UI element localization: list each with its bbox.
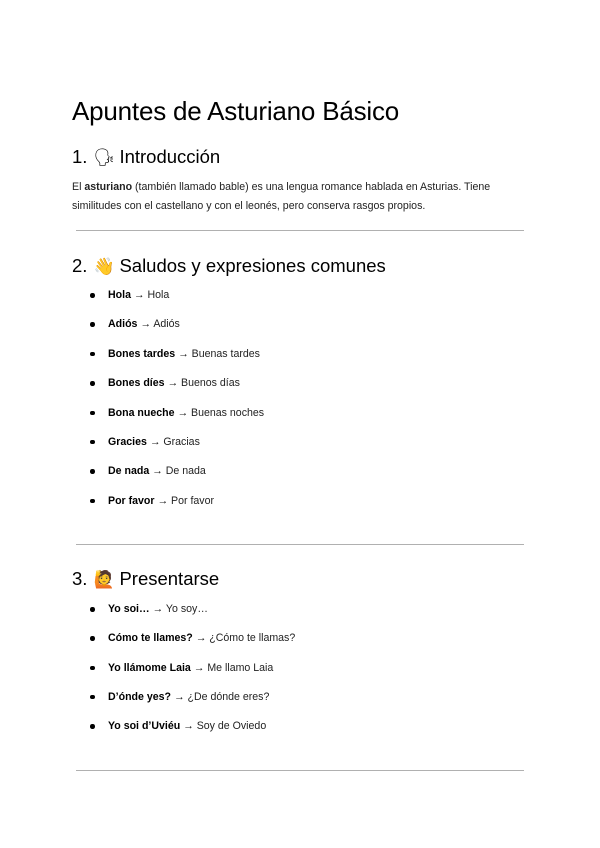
person-raising-hand-icon: 🙋: [93, 570, 115, 590]
list-item: [72, 493, 264, 522]
section-heading-presentarse: [72, 568, 219, 590]
bullet: [90, 322, 95, 327]
list-item-term: Yo soi…: [108, 603, 150, 615]
saludos-list: [72, 287, 264, 522]
bullet: [90, 293, 95, 298]
bullet: [90, 411, 95, 416]
arrow-icon: →: [183, 720, 194, 733]
list-item-meaning: ¿Cómo te llamas?: [209, 632, 296, 645]
paragraph-text: El: [72, 181, 85, 193]
arrow-icon: →: [193, 661, 205, 674]
bullet: [90, 381, 95, 386]
divider: [76, 770, 524, 771]
list-item-meaning: Gracias: [163, 435, 200, 448]
list-item-meaning: Adiós: [153, 318, 180, 331]
bullet: [90, 636, 95, 641]
bullet: [90, 607, 95, 612]
bullet: [90, 666, 95, 671]
page-title: Apuntes de Asturiano Básico: [72, 96, 400, 126]
list-item-term: Bona nueche: [108, 406, 175, 419]
list-item: [72, 601, 295, 630]
list-item: [72, 463, 264, 492]
arrow-icon: →: [173, 690, 185, 703]
bullet: [90, 724, 95, 729]
section-title: Presentarse: [119, 568, 220, 589]
list-item: [72, 405, 264, 434]
arrow-icon: →: [195, 632, 207, 645]
section-title: Introducción: [119, 146, 221, 167]
list-item: [72, 689, 295, 718]
list-item-meaning: ¿De dónde eres?: [187, 690, 270, 703]
list-item: [72, 718, 295, 747]
arrow-icon: →: [133, 289, 145, 301]
section-number: 1.: [72, 146, 88, 167]
list-item-term: De nada: [108, 465, 150, 478]
intro-paragraph: [72, 178, 524, 216]
section-number: 3.: [72, 568, 88, 589]
arrow-icon: →: [177, 406, 189, 419]
bullet: [90, 352, 95, 357]
section-heading-introduccion: [72, 146, 220, 168]
list-item-meaning: Buenos días: [181, 377, 240, 390]
list-item: [72, 346, 264, 375]
speaking-head-icon: 🗣: [93, 148, 116, 168]
list-item-meaning: Soy de Oviedo: [196, 720, 267, 733]
section-title: Saludos y expresiones comunes: [119, 255, 386, 276]
list-item-meaning: Hola: [147, 289, 170, 301]
list-item: [72, 375, 264, 404]
list-item: [72, 287, 264, 316]
list-item-term: Cómo te llames?: [108, 632, 193, 645]
paragraph-text: (también llamado bable) es una lengua romance hablada en Asturias. Tiene similitudes con el castellano y con el leonés, pero conserva rasgos propios.: [72, 181, 491, 212]
arrow-icon: →: [152, 465, 163, 478]
list-item: [72, 660, 295, 689]
bullet: [90, 440, 95, 445]
list-item-meaning: Me llamo Laia: [207, 661, 274, 674]
arrow-icon: →: [152, 603, 164, 615]
list-item: [72, 316, 264, 345]
paragraph-bold-term: asturiano: [84, 181, 133, 193]
list-item: [72, 630, 295, 659]
arrow-icon: →: [149, 435, 161, 448]
list-item-term: Gracies: [108, 435, 147, 448]
bullet: [90, 499, 95, 504]
list-item: [72, 434, 264, 463]
list-item-meaning: Buenas noches: [191, 406, 265, 419]
presentarse-list: [72, 601, 295, 747]
arrow-icon: →: [167, 377, 179, 390]
list-item-term: Hola: [108, 289, 131, 301]
divider: [76, 230, 524, 231]
section-number: 2.: [72, 255, 88, 276]
divider: [76, 544, 524, 545]
list-item-meaning: De nada: [165, 465, 206, 478]
list-item-term: Bones tardes: [108, 347, 176, 360]
list-item-meaning: Yo soy…: [165, 603, 208, 615]
section-heading-saludos: [72, 255, 386, 277]
list-item-term: D’ónde yes?: [108, 690, 171, 703]
arrow-icon: →: [157, 494, 169, 507]
list-item-meaning: Por favor: [171, 494, 214, 507]
list-item-term: Yo llámome Laia: [108, 661, 191, 674]
arrow-icon: →: [178, 347, 189, 360]
bullet: [90, 469, 95, 474]
bullet: [90, 695, 95, 700]
list-item-term: Bones díes: [108, 377, 165, 390]
list-item-term: Yo soi d’Uviéu: [108, 720, 181, 733]
arrow-icon: →: [140, 318, 151, 331]
list-item-meaning: Buenas tardes: [191, 347, 260, 360]
waving-hand-icon: 👋: [93, 257, 115, 277]
list-item-term: Adiós: [108, 318, 138, 331]
list-item-term: Por favor: [108, 494, 155, 507]
